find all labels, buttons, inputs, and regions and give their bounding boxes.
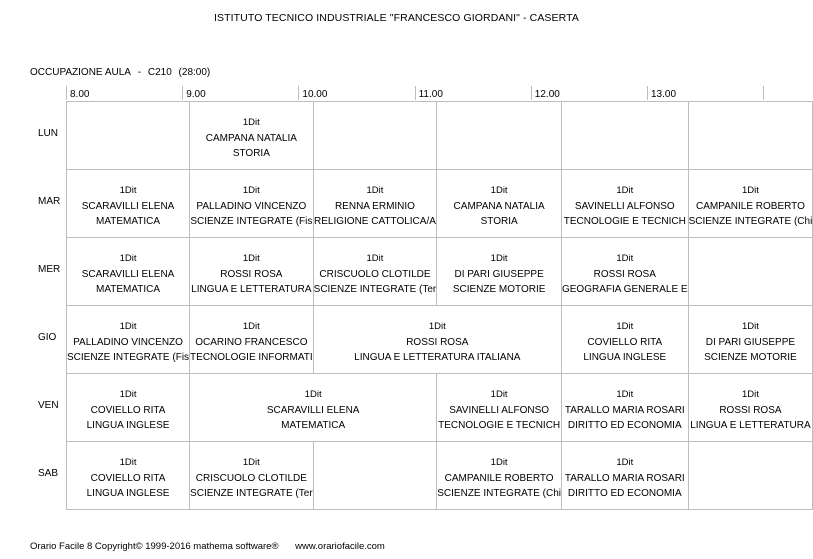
website-link[interactable]: www.orariofacile.com — [295, 541, 385, 552]
teacher-name: CAMPANILE ROBERTO — [444, 472, 554, 484]
day-label: MAR — [38, 196, 61, 207]
hour-label: 9.00 — [186, 89, 206, 100]
copyright-text: Orario Facile 8 Copyright© 1999-2016 mathema software® — [30, 541, 279, 552]
lesson-content — [67, 306, 189, 366]
class-code: 1Dit — [242, 185, 260, 196]
lesson-content — [562, 238, 688, 298]
hour-tick — [415, 86, 416, 100]
subject-name: SCIENZE INTEGRATE (Fis — [67, 352, 190, 363]
teacher-name: DI PARI GIUSEPPE — [705, 336, 796, 348]
class-code: 1Dit — [490, 253, 508, 264]
lesson-slot[interactable] — [437, 170, 562, 238]
subject-name: TECNOLOGIE INFORMATI — [190, 352, 313, 363]
class-code: 1Dit — [741, 321, 759, 332]
class-code: 1Dit — [490, 457, 508, 468]
class-code: 1Dit — [119, 253, 137, 264]
lesson-content — [190, 374, 436, 434]
teacher-name: ROSSI ROSA — [406, 336, 469, 348]
empty-slot — [688, 102, 813, 170]
class-code: 1Dit — [428, 321, 446, 332]
room-hours: (28:00) — [178, 67, 211, 78]
hour-tick — [182, 86, 183, 100]
subject-name: LINGUA INGLESE — [86, 488, 170, 499]
subject-name: LINGUA INGLESE — [86, 420, 170, 431]
lesson-slot[interactable] — [190, 170, 314, 238]
teacher-name: CAMPANILE ROBERTO — [695, 200, 805, 212]
lesson-content — [190, 238, 313, 298]
empty-slot — [67, 102, 190, 170]
lesson-slot[interactable] — [313, 238, 437, 306]
lesson-slot[interactable] — [190, 306, 314, 374]
empty-slot — [437, 102, 562, 170]
lesson-content — [190, 102, 313, 162]
lesson-content — [562, 374, 688, 434]
empty-slot — [313, 442, 437, 510]
class-code: 1Dit — [119, 185, 137, 196]
day-row — [67, 238, 813, 306]
teacher-name: COVIELLO RITA — [90, 404, 166, 416]
lesson-content — [562, 442, 688, 502]
teacher-name: PALLADINO VINCENZO — [196, 200, 307, 212]
page-title: ISTITUTO TECNICO INDUSTRIALE "FRANCESCO GIORDANI" - CASERTA — [214, 12, 579, 24]
day-row — [67, 374, 813, 442]
teacher-name: CRISCUOLO CLOTILDE — [319, 268, 431, 280]
teacher-name: OCARINO FRANCESCO — [195, 336, 308, 348]
subject-name: SCIENZE INTEGRATE (Chi — [688, 216, 813, 227]
class-code: 1Dit — [490, 185, 508, 196]
hour-tick — [647, 86, 648, 100]
lesson-content — [562, 170, 688, 230]
lesson-content — [314, 170, 437, 230]
lesson-slot[interactable] — [688, 374, 813, 442]
teacher-name: SCARAVILLI ELENA — [81, 200, 175, 212]
lesson-slot[interactable] — [561, 442, 688, 510]
timetable-grid — [66, 101, 813, 510]
lesson-slot[interactable] — [190, 238, 314, 306]
lesson-content — [689, 170, 813, 230]
room-code: C210 — [147, 67, 172, 78]
lesson-content — [190, 442, 313, 502]
teacher-name: ROSSI ROSA — [593, 268, 656, 280]
class-code: 1Dit — [119, 389, 137, 400]
day-label: VEN — [38, 400, 59, 411]
lesson-slot[interactable] — [67, 306, 190, 374]
day-row — [67, 442, 813, 510]
class-code: 1Dit — [616, 457, 634, 468]
subject-name: DIRITTO ED ECONOMIA — [567, 420, 682, 431]
lesson-slot[interactable] — [561, 238, 688, 306]
empty-slot — [313, 102, 437, 170]
subject-name: SCIENZE MOTORIE — [452, 284, 546, 295]
lesson-slot[interactable] — [688, 306, 813, 374]
empty-slot — [688, 442, 813, 510]
class-code: 1Dit — [119, 457, 137, 468]
class-code: 1Dit — [616, 253, 634, 264]
lesson-slot[interactable] — [67, 170, 190, 238]
subject-name: MATEMATICA — [95, 216, 161, 227]
lesson-content — [437, 374, 561, 434]
class-code: 1Dit — [616, 185, 634, 196]
lesson-content — [67, 442, 189, 502]
day-row — [67, 306, 813, 374]
subject-name: LINGUA INGLESE — [583, 352, 667, 363]
lesson-slot[interactable] — [67, 238, 190, 306]
hour-label: 11.00 — [418, 89, 443, 100]
day-label: MER — [38, 264, 61, 275]
subject-name: SCIENZE INTEGRATE (Ter — [313, 284, 437, 295]
teacher-name: SCARAVILLI ELENA — [266, 404, 360, 416]
day-row — [67, 102, 813, 170]
teacher-name: ROSSI ROSA — [719, 404, 782, 416]
day-label: GIO — [38, 332, 57, 343]
teacher-name: COVIELLO RITA — [90, 472, 166, 484]
empty-slot — [688, 238, 813, 306]
lesson-slot[interactable] — [437, 442, 562, 510]
teacher-name: COVIELLO RITA — [587, 336, 663, 348]
lesson-content — [314, 238, 437, 298]
lesson-content — [437, 238, 561, 298]
hour-label: 13.00 — [651, 89, 677, 100]
teacher-name: CAMPANA NATALIA — [205, 132, 297, 144]
lesson-slot[interactable] — [313, 170, 437, 238]
lesson-content — [437, 442, 561, 502]
lesson-slot[interactable] — [561, 170, 688, 238]
lesson-content — [190, 170, 313, 230]
subject-name: SCIENZE INTEGRATE (Fis — [190, 216, 313, 227]
lesson-slot[interactable] — [561, 306, 688, 374]
teacher-name: PALLADINO VINCENZO — [73, 336, 183, 348]
hour-label: 12.00 — [534, 89, 560, 100]
teacher-name: SAVINELLI ALFONSO — [449, 404, 550, 416]
hour-tick — [763, 86, 764, 100]
class-code: 1Dit — [242, 321, 260, 332]
day-label: LUN — [38, 128, 59, 139]
subject-name: MATEMATICA — [95, 284, 161, 295]
subject-name: SCIENZE INTEGRATE (Ter — [190, 488, 313, 499]
lesson-content — [689, 374, 813, 434]
teacher-name: CAMPANA NATALIA — [453, 200, 545, 212]
hour-tick — [298, 86, 299, 100]
lesson-slot[interactable] — [190, 374, 437, 442]
teacher-name: TARALLO MARIA ROSARI — [564, 472, 685, 484]
teacher-name: ROSSI ROSA — [220, 268, 283, 280]
separator: - — [137, 67, 142, 78]
class-code: 1Dit — [304, 389, 322, 400]
class-code: 1Dit — [366, 253, 384, 264]
footer — [30, 541, 385, 552]
lesson-content — [67, 238, 189, 298]
subject-name: LINGUA E LETTERATURA — [191, 284, 312, 295]
lesson-slot[interactable] — [190, 442, 314, 510]
class-code: 1Dit — [119, 321, 137, 332]
subject-name: DIRITTO ED ECONOMIA — [567, 488, 682, 499]
class-code: 1Dit — [490, 389, 508, 400]
lesson-content — [314, 306, 561, 366]
teacher-name: CRISCUOLO CLOTILDE — [195, 472, 307, 484]
subject-name: MATEMATICA — [281, 420, 346, 431]
class-code: 1Dit — [741, 185, 759, 196]
lesson-content — [190, 306, 313, 366]
day-row — [67, 170, 813, 238]
subject-name: STORIA — [480, 216, 518, 227]
lesson-slot[interactable] — [190, 102, 314, 170]
teacher-name: DI PARI GIUSEPPE — [454, 268, 544, 280]
lesson-slot[interactable] — [688, 170, 813, 238]
lesson-slot[interactable] — [313, 306, 561, 374]
subject-name: SCIENZE MOTORIE — [704, 352, 797, 363]
class-code: 1Dit — [242, 253, 260, 264]
subject-name: LINGUA E LETTERATURA ITALIANA — [354, 352, 521, 363]
subject-name: GEOGRAFIA GENERALE E — [561, 284, 688, 295]
teacher-name: RENNA ERMINIO — [334, 200, 415, 212]
subject-name: TECNOLOGIE E TECNICH — [563, 216, 686, 227]
subject-name: SCIENZE INTEGRATE (Chi — [437, 488, 561, 499]
lesson-slot[interactable] — [437, 374, 562, 442]
hour-label: 10.00 — [302, 89, 328, 100]
teacher-name: SAVINELLI ALFONSO — [574, 200, 675, 212]
subject-name: LINGUA E LETTERATURA — [690, 420, 811, 431]
subject-name: TECNOLOGIE E TECNICH — [438, 420, 561, 431]
lesson-slot[interactable] — [67, 442, 190, 510]
hour-label: 8.00 — [70, 89, 90, 100]
lesson-slot[interactable] — [437, 238, 562, 306]
lesson-content — [437, 170, 561, 230]
lesson-slot[interactable] — [67, 374, 190, 442]
class-code: 1Dit — [616, 389, 634, 400]
hour-tick — [531, 86, 532, 100]
subject-name: RELIGIONE CATTOLICA/A — [314, 216, 436, 227]
class-code: 1Dit — [242, 117, 260, 128]
class-code: 1Dit — [741, 389, 759, 400]
teacher-name: SCARAVILLI ELENA — [81, 268, 175, 280]
lesson-content — [562, 306, 688, 366]
occupancy-label: OCCUPAZIONE AULA — [30, 67, 131, 78]
class-code: 1Dit — [242, 457, 260, 468]
class-code: 1Dit — [366, 185, 384, 196]
teacher-name: TARALLO MARIA ROSARI — [564, 404, 685, 416]
day-label: SAB — [38, 468, 59, 479]
subject-name: STORIA — [232, 148, 270, 159]
lesson-slot[interactable] — [561, 374, 688, 442]
lesson-content — [67, 170, 189, 230]
lesson-content — [67, 374, 189, 434]
class-code: 1Dit — [616, 321, 634, 332]
room-occupancy-header — [30, 67, 214, 78]
empty-slot — [561, 102, 688, 170]
lesson-content — [689, 306, 813, 366]
hour-tick — [66, 86, 67, 100]
